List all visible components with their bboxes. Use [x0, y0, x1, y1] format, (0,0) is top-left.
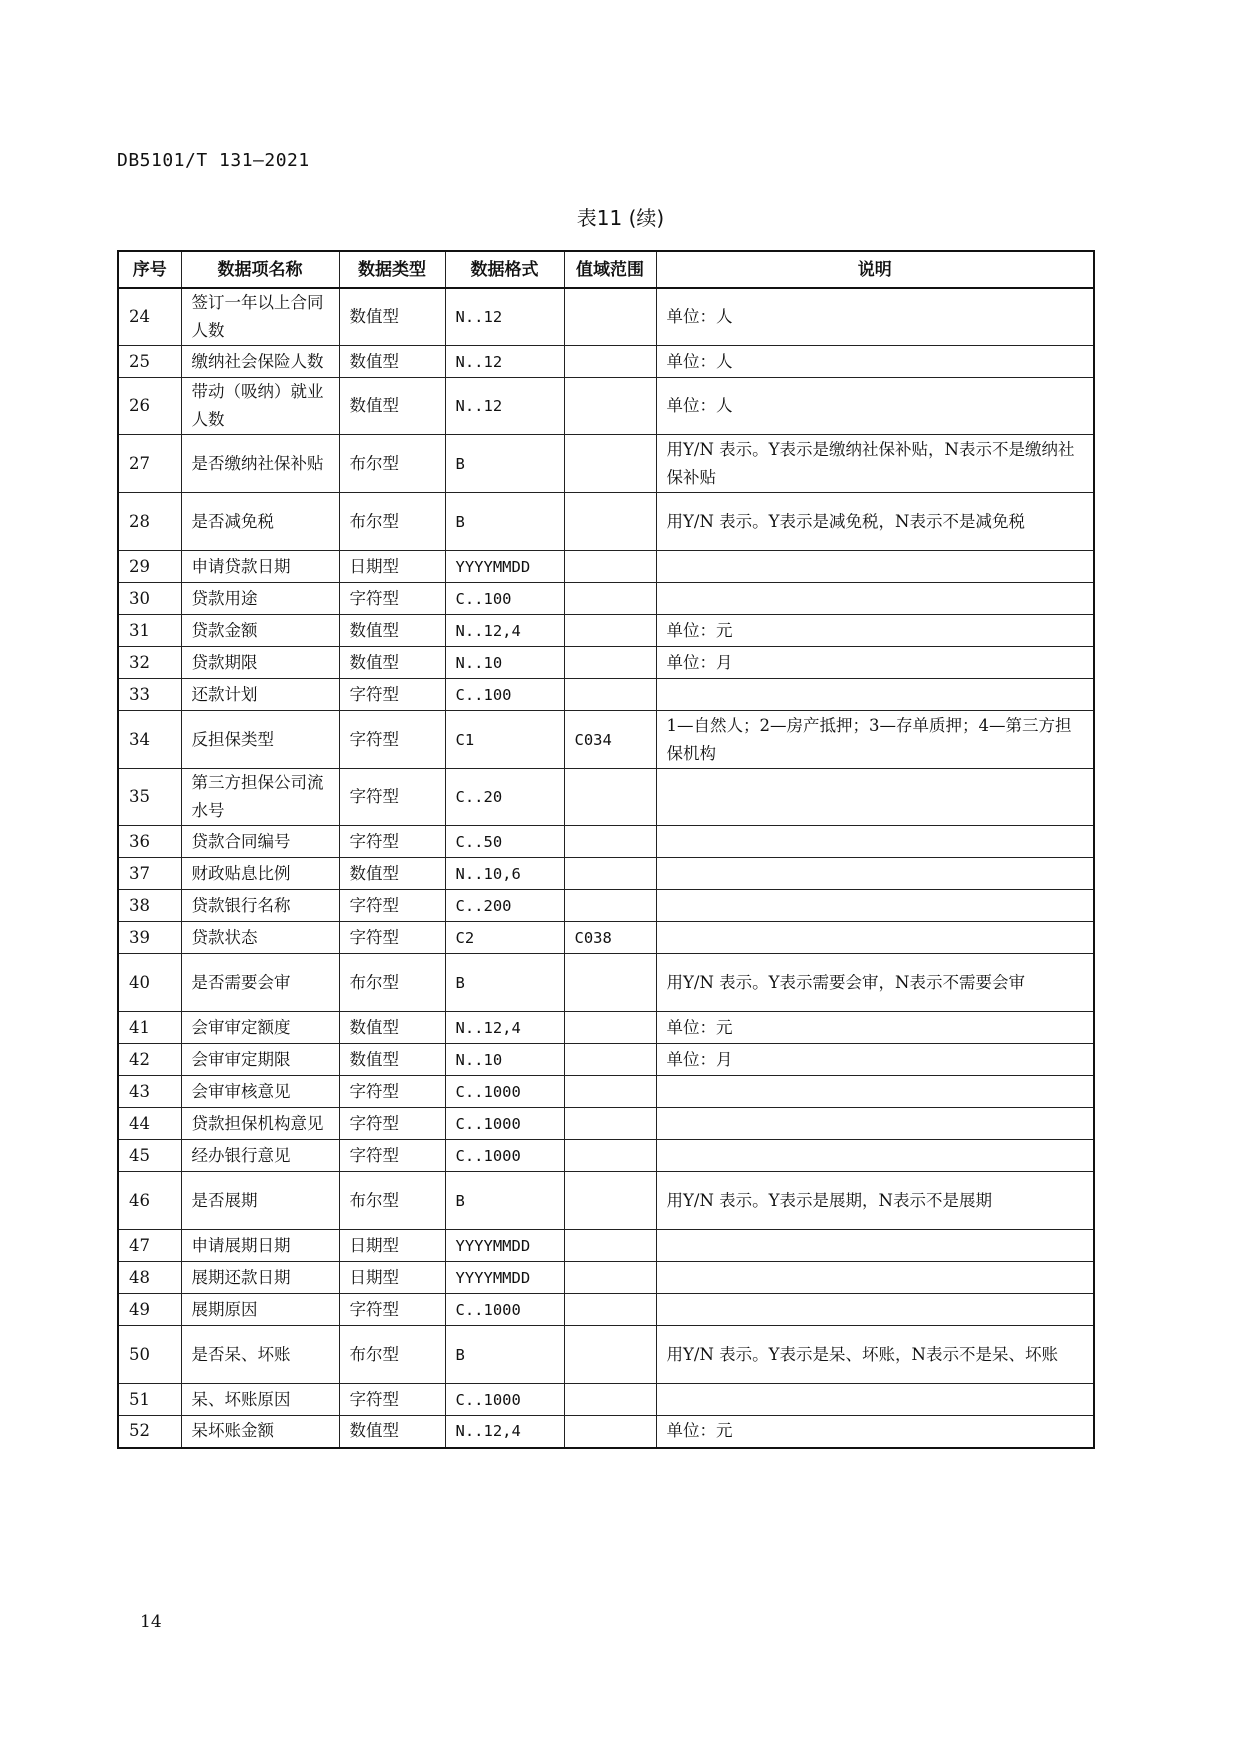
- row-number-cell: 37: [118, 858, 181, 890]
- table-row: [118, 1140, 1094, 1172]
- data-format-cell: N..12: [445, 288, 564, 346]
- description-cell: 单位：人: [656, 346, 1094, 378]
- value-range-cell: [564, 1230, 656, 1262]
- column-header: 数据项名称: [181, 251, 339, 288]
- item-name-cell: 会审审核意见: [181, 1076, 339, 1108]
- data-type-cell: 数值型: [339, 1416, 445, 1448]
- item-name-cell: 申请展期日期: [181, 1230, 339, 1262]
- data-format-cell: YYYYMMDD: [445, 551, 564, 583]
- row-number-cell: 24: [118, 288, 181, 346]
- column-header: 数据格式: [445, 251, 564, 288]
- item-name-cell: 贷款担保机构意见: [181, 1108, 339, 1140]
- item-name-cell: 是否需要会审: [181, 954, 339, 1012]
- description-cell: 单位：元: [656, 1416, 1094, 1448]
- table-row: [118, 551, 1094, 583]
- description-cell: 用Y/N 表示。Y表示是减免税，N表示不是减免税: [656, 493, 1094, 551]
- data-type-cell: 日期型: [339, 551, 445, 583]
- table-row: [118, 1416, 1094, 1448]
- data-format-cell: YYYYMMDD: [445, 1262, 564, 1294]
- row-number-cell: 46: [118, 1172, 181, 1230]
- description-cell: [656, 1076, 1094, 1108]
- column-header: 值域范围: [564, 251, 656, 288]
- description-cell: 单位：月: [656, 1044, 1094, 1076]
- item-name-cell: 贷款用途: [181, 583, 339, 615]
- data-format-cell: B: [445, 493, 564, 551]
- row-number-cell: 28: [118, 493, 181, 551]
- data-type-cell: 数值型: [339, 647, 445, 679]
- value-range-cell: [564, 679, 656, 711]
- table-row: [118, 890, 1094, 922]
- item-name-cell: 贷款银行名称: [181, 890, 339, 922]
- description-cell: 单位：元: [656, 615, 1094, 647]
- table-row: [118, 711, 1094, 769]
- data-format-cell: C..1000: [445, 1384, 564, 1416]
- table-title: 表11 (续): [576, 206, 665, 230]
- table-row: [118, 647, 1094, 679]
- data-format-cell: C..50: [445, 826, 564, 858]
- data-type-cell: 字符型: [339, 890, 445, 922]
- column-header: 数据类型: [339, 251, 445, 288]
- value-range-cell: [564, 1172, 656, 1230]
- value-range-cell: [564, 1416, 656, 1448]
- item-name-cell: 贷款期限: [181, 647, 339, 679]
- value-range-cell: [564, 1262, 656, 1294]
- item-name-cell: 贷款合同编号: [181, 826, 339, 858]
- data-format-cell: B: [445, 954, 564, 1012]
- item-name-cell: 是否展期: [181, 1172, 339, 1230]
- item-name-cell: 会审审定额度: [181, 1012, 339, 1044]
- row-number-cell: 32: [118, 647, 181, 679]
- item-name-cell: 呆、坏账原因: [181, 1384, 339, 1416]
- data-format-cell: N..10,6: [445, 858, 564, 890]
- data-format-cell: N..10: [445, 1044, 564, 1076]
- row-number-cell: 44: [118, 1108, 181, 1140]
- value-range-cell: [564, 1044, 656, 1076]
- description-cell: 1—自然人；2—房产抵押；3—存单质押；4—第三方担保机构: [656, 711, 1094, 769]
- data-type-cell: 字符型: [339, 922, 445, 954]
- column-header: 序号: [118, 251, 181, 288]
- item-name-cell: 是否呆、坏账: [181, 1326, 339, 1384]
- table-row: [118, 1076, 1094, 1108]
- row-number-cell: 40: [118, 954, 181, 1012]
- data-type-cell: 字符型: [339, 769, 445, 826]
- data-format-cell: B: [445, 435, 564, 493]
- description-cell: [656, 1230, 1094, 1262]
- table-row: [118, 1262, 1094, 1294]
- value-range-cell: [564, 1384, 656, 1416]
- description-cell: 单位：元: [656, 1012, 1094, 1044]
- value-range-cell: [564, 1012, 656, 1044]
- description-cell: [656, 551, 1094, 583]
- data-format-cell: C..1000: [445, 1076, 564, 1108]
- description-cell: 单位：人: [656, 378, 1094, 435]
- item-name-cell: 展期原因: [181, 1294, 339, 1326]
- value-range-cell: [564, 1140, 656, 1172]
- description-cell: [656, 922, 1094, 954]
- table-row: [118, 346, 1094, 378]
- row-number-cell: 33: [118, 679, 181, 711]
- data-type-cell: 数值型: [339, 615, 445, 647]
- item-name-cell: 签订一年以上合同人数: [181, 288, 339, 346]
- data-type-cell: 字符型: [339, 1384, 445, 1416]
- data-type-cell: 字符型: [339, 711, 445, 769]
- data-format-cell: N..10: [445, 647, 564, 679]
- data-type-cell: 布尔型: [339, 1326, 445, 1384]
- value-range-cell: C034: [564, 711, 656, 769]
- value-range-cell: [564, 615, 656, 647]
- data-format-cell: C..1000: [445, 1108, 564, 1140]
- description-cell: [656, 1140, 1094, 1172]
- data-type-cell: 数值型: [339, 378, 445, 435]
- row-number-cell: 25: [118, 346, 181, 378]
- data-format-cell: N..12,4: [445, 615, 564, 647]
- value-range-cell: [564, 1076, 656, 1108]
- table-row: [118, 1108, 1094, 1140]
- table-row: [118, 1230, 1094, 1262]
- data-format-cell: N..12: [445, 378, 564, 435]
- data-format-cell: N..12,4: [445, 1416, 564, 1448]
- value-range-cell: [564, 769, 656, 826]
- item-name-cell: 第三方担保公司流水号: [181, 769, 339, 826]
- row-number-cell: 34: [118, 711, 181, 769]
- table-row: [118, 954, 1094, 1012]
- data-type-cell: 日期型: [339, 1262, 445, 1294]
- table-row: [118, 1012, 1094, 1044]
- row-number-cell: 26: [118, 378, 181, 435]
- item-name-cell: 贷款金额: [181, 615, 339, 647]
- data-type-cell: 数值型: [339, 858, 445, 890]
- item-name-cell: 呆坏账金额: [181, 1416, 339, 1448]
- value-range-cell: [564, 954, 656, 1012]
- table-row: [118, 1384, 1094, 1416]
- table-row: [118, 435, 1094, 493]
- data-type-cell: 字符型: [339, 1140, 445, 1172]
- data-type-cell: 布尔型: [339, 954, 445, 1012]
- row-number-cell: 35: [118, 769, 181, 826]
- value-range-cell: [564, 890, 656, 922]
- description-cell: [656, 1262, 1094, 1294]
- data-type-cell: 字符型: [339, 1076, 445, 1108]
- description-cell: [656, 583, 1094, 615]
- table-row: [118, 679, 1094, 711]
- data-format-cell: B: [445, 1326, 564, 1384]
- data-format-cell: C..20: [445, 769, 564, 826]
- table-row: [118, 858, 1094, 890]
- description-cell: [656, 858, 1094, 890]
- value-range-cell: C038: [564, 922, 656, 954]
- data-type-cell: 数值型: [339, 1012, 445, 1044]
- item-name-cell: 缴纳社会保险人数: [181, 346, 339, 378]
- value-range-cell: [564, 583, 656, 615]
- value-range-cell: [564, 551, 656, 583]
- item-name-cell: 反担保类型: [181, 711, 339, 769]
- value-range-cell: [564, 858, 656, 890]
- data-format-cell: C1: [445, 711, 564, 769]
- row-number-cell: 49: [118, 1294, 181, 1326]
- value-range-cell: [564, 288, 656, 346]
- data-type-cell: 字符型: [339, 1108, 445, 1140]
- data-type-cell: 字符型: [339, 826, 445, 858]
- description-cell: 用Y/N 表示。Y表示是呆、坏账，N表示不是呆、坏账: [656, 1326, 1094, 1384]
- row-number-cell: 30: [118, 583, 181, 615]
- row-number-cell: 29: [118, 551, 181, 583]
- item-name-cell: 申请贷款日期: [181, 551, 339, 583]
- item-name-cell: 贷款状态: [181, 922, 339, 954]
- description-cell: 用Y/N 表示。Y表示需要会审，N表示不需要会审: [656, 954, 1094, 1012]
- data-type-cell: 字符型: [339, 679, 445, 711]
- description-cell: 用Y/N 表示。Y表示是缴纳社保补贴，N表示不是缴纳社保补贴: [656, 435, 1094, 493]
- data-type-cell: 布尔型: [339, 493, 445, 551]
- value-range-cell: [564, 346, 656, 378]
- row-number-cell: 48: [118, 1262, 181, 1294]
- data-format-cell: C..100: [445, 679, 564, 711]
- document-code: DB5101/T 131—2021: [117, 150, 310, 171]
- row-number-cell: 42: [118, 1044, 181, 1076]
- column-header: 说明: [656, 251, 1094, 288]
- data-type-cell: 布尔型: [339, 435, 445, 493]
- data-type-cell: 字符型: [339, 583, 445, 615]
- description-cell: [656, 1108, 1094, 1140]
- table-row: [118, 922, 1094, 954]
- value-range-cell: [564, 1294, 656, 1326]
- row-number-cell: 43: [118, 1076, 181, 1108]
- data-format-cell: C..200: [445, 890, 564, 922]
- item-name-cell: 是否缴纳社保补贴: [181, 435, 339, 493]
- description-cell: [656, 826, 1094, 858]
- data-spec-table: [117, 250, 1095, 1449]
- table-row: [118, 378, 1094, 435]
- table-row: [118, 1326, 1094, 1384]
- description-cell: [656, 679, 1094, 711]
- data-type-cell: 数值型: [339, 346, 445, 378]
- row-number-cell: 52: [118, 1416, 181, 1448]
- table-row: [118, 615, 1094, 647]
- data-format-cell: YYYYMMDD: [445, 1230, 564, 1262]
- description-cell: [656, 1384, 1094, 1416]
- row-number-cell: 36: [118, 826, 181, 858]
- description-cell: 用Y/N 表示。Y表示是展期，N表示不是展期: [656, 1172, 1094, 1230]
- data-type-cell: 字符型: [339, 1294, 445, 1326]
- row-number-cell: 51: [118, 1384, 181, 1416]
- row-number-cell: 39: [118, 922, 181, 954]
- data-format-cell: N..12,4: [445, 1012, 564, 1044]
- data-format-cell: C..100: [445, 583, 564, 615]
- value-range-cell: [564, 826, 656, 858]
- data-format-cell: C..1000: [445, 1294, 564, 1326]
- data-format-cell: C2: [445, 922, 564, 954]
- value-range-cell: [564, 493, 656, 551]
- row-number-cell: 31: [118, 615, 181, 647]
- value-range-cell: [564, 647, 656, 679]
- description-cell: [656, 1294, 1094, 1326]
- value-range-cell: [564, 1326, 656, 1384]
- item-name-cell: 会审审定期限: [181, 1044, 339, 1076]
- item-name-cell: 带动（吸纳）就业人数: [181, 378, 339, 435]
- data-type-cell: 数值型: [339, 1044, 445, 1076]
- table-row: [118, 826, 1094, 858]
- item-name-cell: 财政贴息比例: [181, 858, 339, 890]
- table-row: [118, 288, 1094, 346]
- description-cell: 单位：人: [656, 288, 1094, 346]
- value-range-cell: [564, 1108, 656, 1140]
- item-name-cell: 还款计划: [181, 679, 339, 711]
- data-type-cell: 日期型: [339, 1230, 445, 1262]
- table-row: [118, 583, 1094, 615]
- item-name-cell: 经办银行意见: [181, 1140, 339, 1172]
- data-format-cell: N..12: [445, 346, 564, 378]
- value-range-cell: [564, 378, 656, 435]
- description-cell: [656, 890, 1094, 922]
- table-row: [118, 1172, 1094, 1230]
- table-header-row: [118, 251, 1094, 288]
- data-format-cell: B: [445, 1172, 564, 1230]
- data-type-cell: 数值型: [339, 288, 445, 346]
- data-format-cell: C..1000: [445, 1140, 564, 1172]
- table-row: [118, 769, 1094, 826]
- value-range-cell: [564, 435, 656, 493]
- table-row: [118, 1294, 1094, 1326]
- page-number: 14: [140, 1612, 162, 1632]
- description-cell: [656, 769, 1094, 826]
- row-number-cell: 50: [118, 1326, 181, 1384]
- description-cell: 单位：月: [656, 647, 1094, 679]
- row-number-cell: 41: [118, 1012, 181, 1044]
- table-row: [118, 1044, 1094, 1076]
- row-number-cell: 47: [118, 1230, 181, 1262]
- row-number-cell: 38: [118, 890, 181, 922]
- item-name-cell: 是否减免税: [181, 493, 339, 551]
- data-type-cell: 布尔型: [339, 1172, 445, 1230]
- row-number-cell: 45: [118, 1140, 181, 1172]
- table-row: [118, 493, 1094, 551]
- item-name-cell: 展期还款日期: [181, 1262, 339, 1294]
- row-number-cell: 27: [118, 435, 181, 493]
